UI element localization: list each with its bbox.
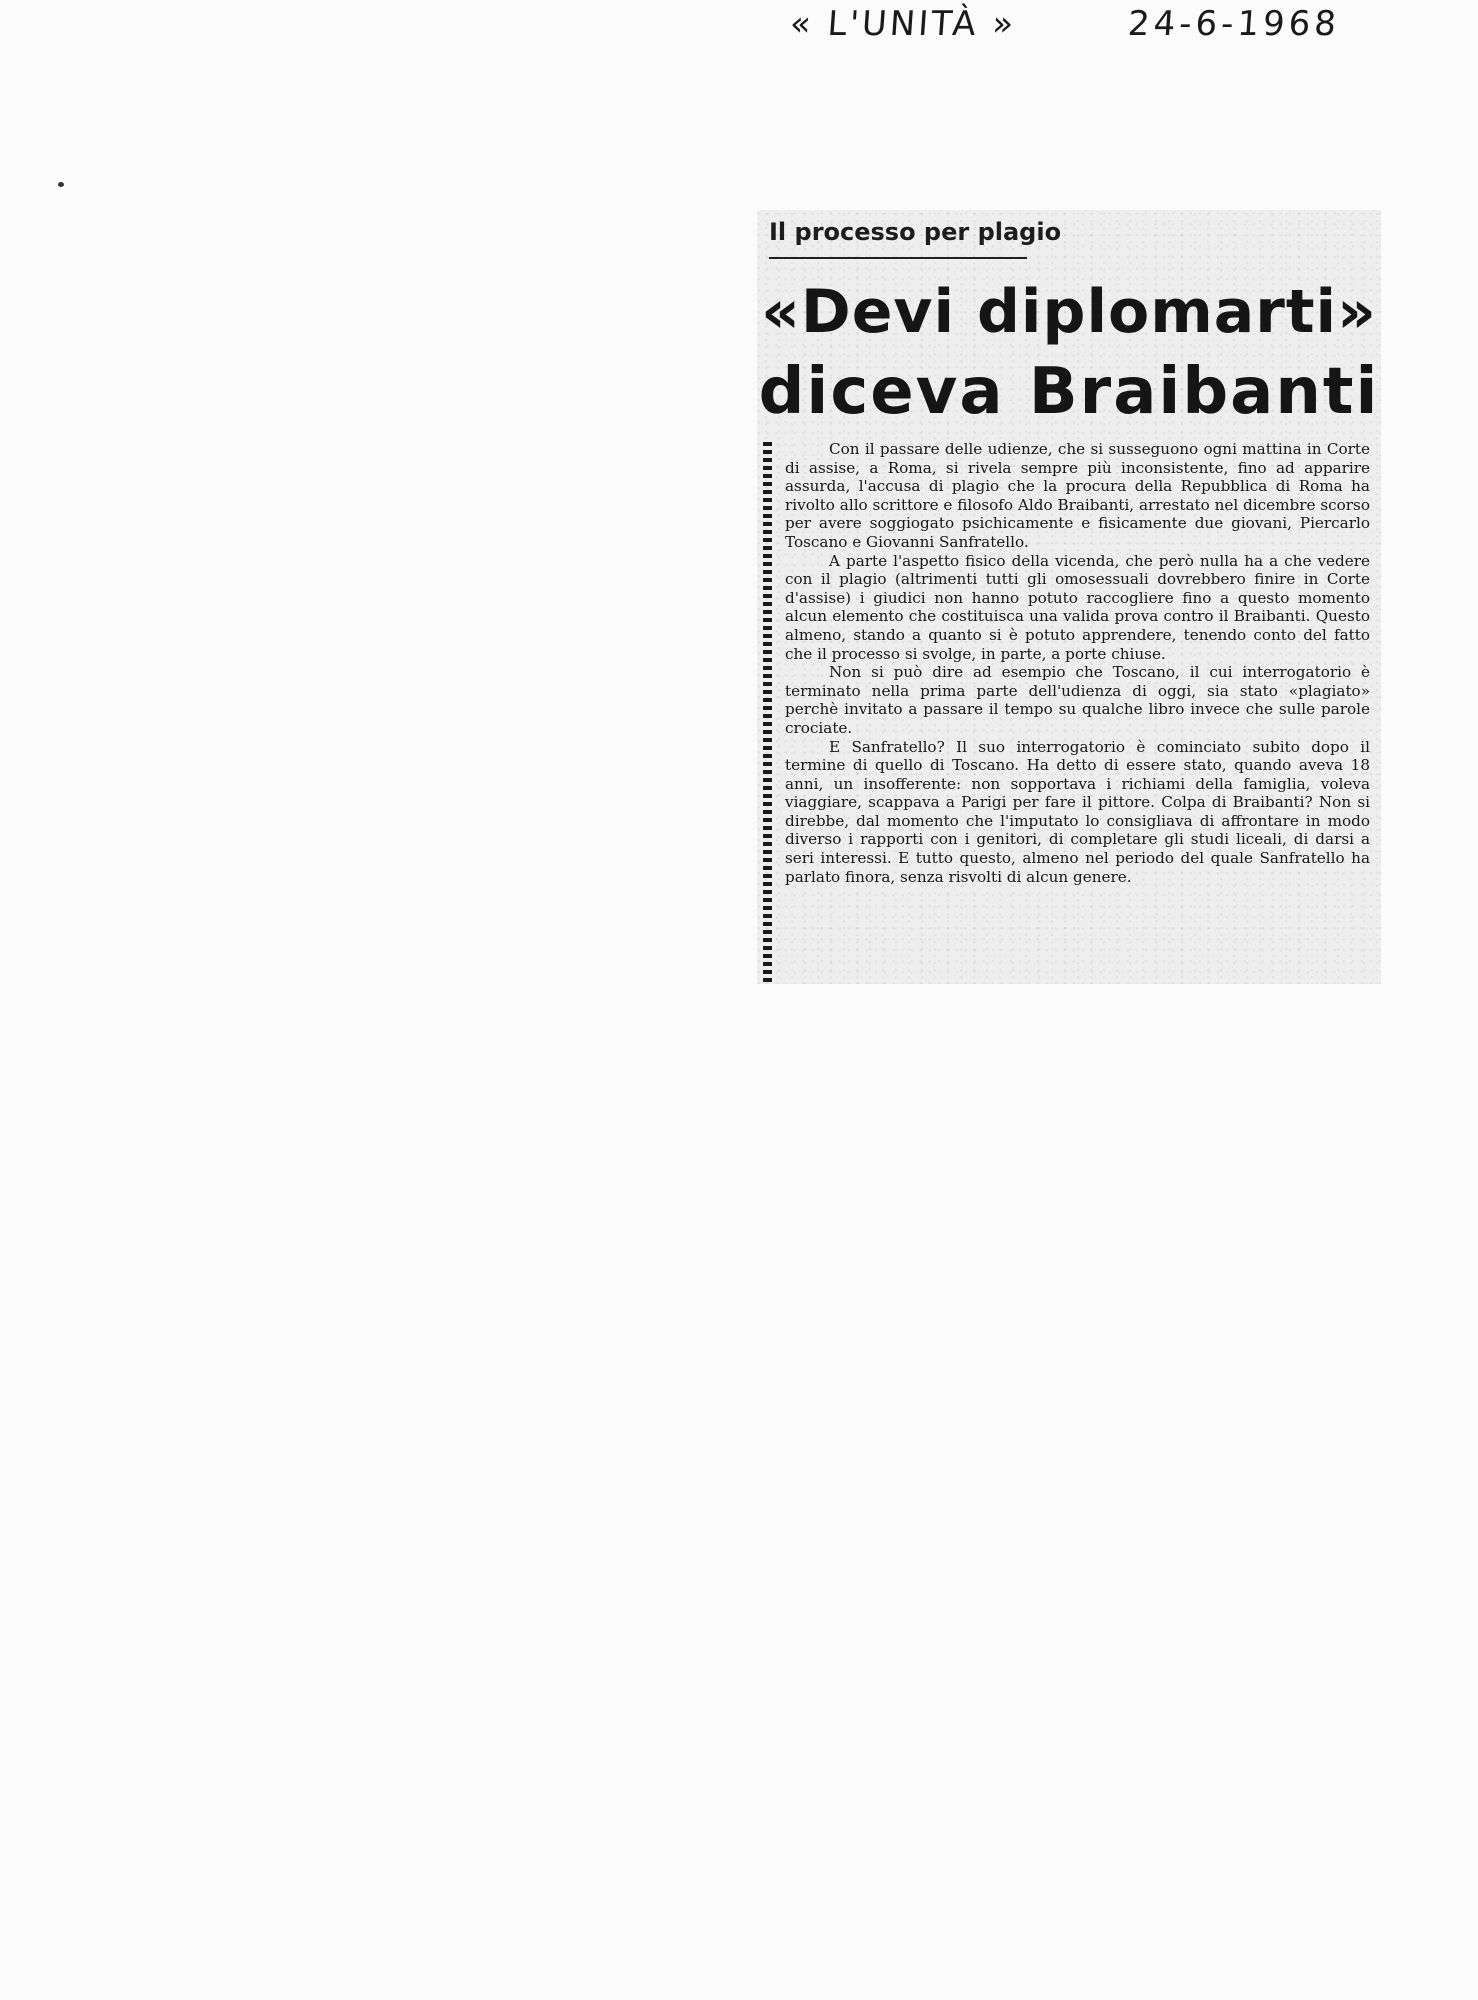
headline-line-1: «Devi diplomarti»	[761, 277, 1377, 347]
article-paragraph: Con il passare delle udienze, che si susseguono ogni mattina in Corte di assise, a Roma, si rivela sempre più inconsistente, fino ad apparire assurda, l'accusa di plagio che la procura della Repubblica di Roma ha rivolto allo scrittore e filosofo Aldo Braibanti, arrestato nel dicembre scorso per avere soggiogato psichicamente e fisicamente due giovani, Piercarlo Toscano e Giovanni Sanfratello.	[785, 440, 1370, 551]
handwritten-annotation	[758, 2, 1381, 46]
article-paragraph: Non si può dire ad esempio che Toscano, il cui interrogatorio è terminato nella prima parte dell'udienza di oggi, sia stato «plagiato» perchè invitato a passare il tempo su qualche libro invece che sulle parole crociate.	[785, 663, 1370, 737]
article-body	[785, 440, 1370, 886]
handwritten-date: 24-6-1968	[1126, 4, 1342, 44]
article-kicker: Il processo per plagio	[769, 218, 1062, 246]
handwritten-source: « L'UNITÀ »	[788, 4, 1018, 44]
newspaper-clipping	[757, 210, 1381, 984]
dashed-margin-rule	[763, 442, 772, 982]
paper-speck	[58, 182, 64, 187]
article-paragraph: E Sanfratello? Il suo interrogatorio è cominciato subito dopo il termine di quello di Toscano. Ha detto di essere stato, quando aveva 18 anni, un insofferente: non sopportava i richiami della famiglia, voleva viaggiare, scappava a Parigi per fare il pittore. Colpa di Braibanti? Non si direbbe, dal momento che l'imputato lo consigliava di affrontare in modo diverso i rapporti con i genitori, di completare gli studi liceali, di darsi a seri interessi. E tutto questo, almeno nel periodo del quale Sanfratello ha parlato finora, senza risvolti di alcun genere.	[785, 737, 1370, 886]
headline-line-2: diceva Braibanti	[758, 355, 1380, 429]
article-headline	[757, 272, 1381, 432]
article-paragraph: A parte l'aspetto fisico della vicenda, che però nulla ha a che vedere con il plagio (altrimenti tutti gli omosessuali dovrebbero finire in Corte d'assise) i giudici non hanno potuto raccogliere fino a questo momento alcun elemento che costituisca una valida prova contro il Braibanti. Questo almeno, stando a quanto si è potuto apprendere, tenendo conto del fatto che il processo si svolge, in parte, a porte chiuse.	[785, 551, 1370, 663]
kicker-underline	[769, 257, 1027, 259]
